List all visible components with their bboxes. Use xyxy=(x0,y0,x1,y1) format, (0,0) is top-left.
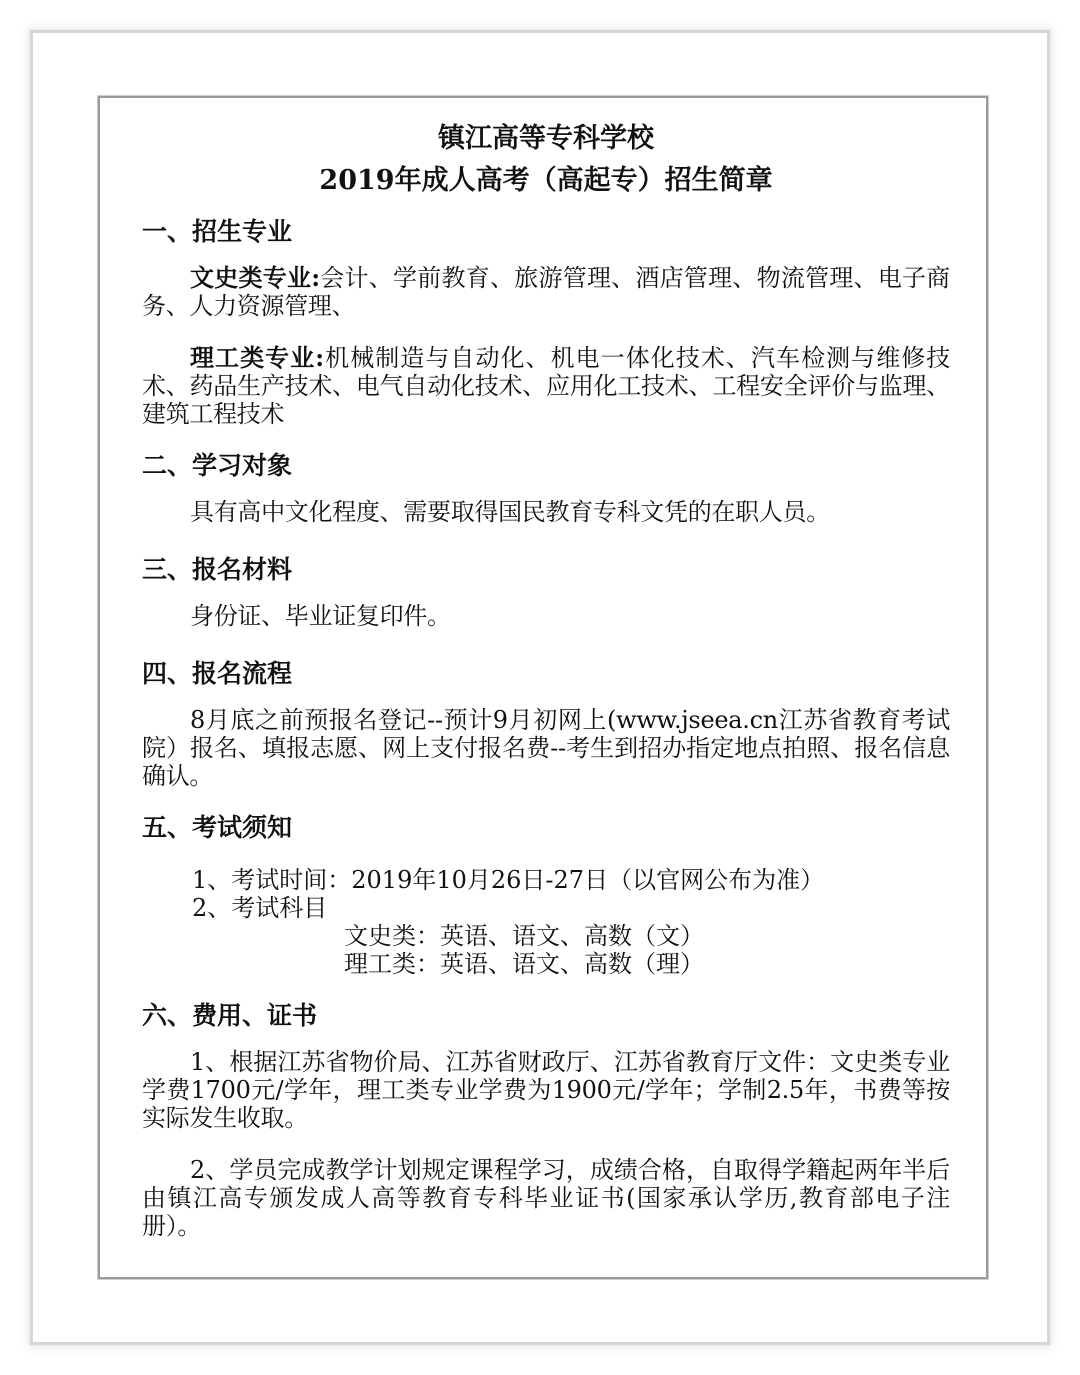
science-majors xyxy=(142,344,950,428)
science-list: 机械制造与自动化、机电一体化技术、汽车检测与维修技术、药品生产技术、电气自动化技术、应用化工技术、工程安全评价与监理、建筑工程技术 xyxy=(142,344,951,428)
certificate-paragraph: 2、学员完成教学计划规定课程学习，成绩合格，自取得学籍起两年半后由镇江高专颁发成人高等教育专科毕业证书(国家承认学历,教育部电子注册）。 xyxy=(142,1156,950,1240)
section-majors xyxy=(142,212,950,428)
liberal-arts-subjects: 文史类：英语、语文、高数（文） xyxy=(344,922,704,950)
exam-time: 1、考试时间：2019年10月26日-27日（以官网公布为准） xyxy=(192,866,825,894)
section-heading: 三、报名材料 xyxy=(142,555,293,584)
science-subjects: 理工类：英语、语文、高数（理） xyxy=(344,950,704,978)
section-process xyxy=(142,654,950,790)
section-heading: 二、学习对象 xyxy=(142,451,293,480)
section-heading: 四、报名流程 xyxy=(142,659,293,688)
section-text: 具有高中文化程度、需要取得国民教育专科文凭的在职人员。 xyxy=(190,498,830,526)
liberal-arts-majors xyxy=(142,264,950,320)
document-body xyxy=(142,118,950,1240)
science-label: 理工类专业: xyxy=(190,343,324,372)
section-heading: 六、费用、证书 xyxy=(142,1001,318,1030)
section-exam xyxy=(142,808,950,978)
liberal-arts-label: 文史类专业: xyxy=(190,263,320,292)
exam-subjects: 2、考试科目 xyxy=(192,894,328,922)
section-materials xyxy=(142,550,950,630)
section-fees xyxy=(142,996,950,1240)
section-heading: 一、招生专业 xyxy=(142,217,293,246)
document-subtitle: 2019年成人高考（高起专）招生简章 xyxy=(319,165,773,196)
fees-paragraph: 1、根据江苏省物价局、江苏省财政厅、江苏省教育厅文件：文史类专业学费1700元/学年，理工类专业学费为1900元/学年；学制2.5年，书费等按实际发生收取。 xyxy=(142,1048,950,1132)
section-text: 身份证、毕业证复印件。 xyxy=(190,602,451,630)
document-title: 镇江高等专科学校 xyxy=(438,123,654,154)
section-target xyxy=(142,446,950,526)
section-text: 8月底之前预报名登记--预计9月初网上(www.jseea.cn江苏省教育考试院）报名、填报志愿、网上支付报名费--考生到招办指定地点拍照、报名信息确认。 xyxy=(142,706,950,790)
liberal-arts-list: 会计、学前教育、旅游管理、酒店管理、物流管理、电子商务、人力资源管理、 xyxy=(142,264,950,320)
section-heading: 五、考试须知 xyxy=(142,813,293,842)
